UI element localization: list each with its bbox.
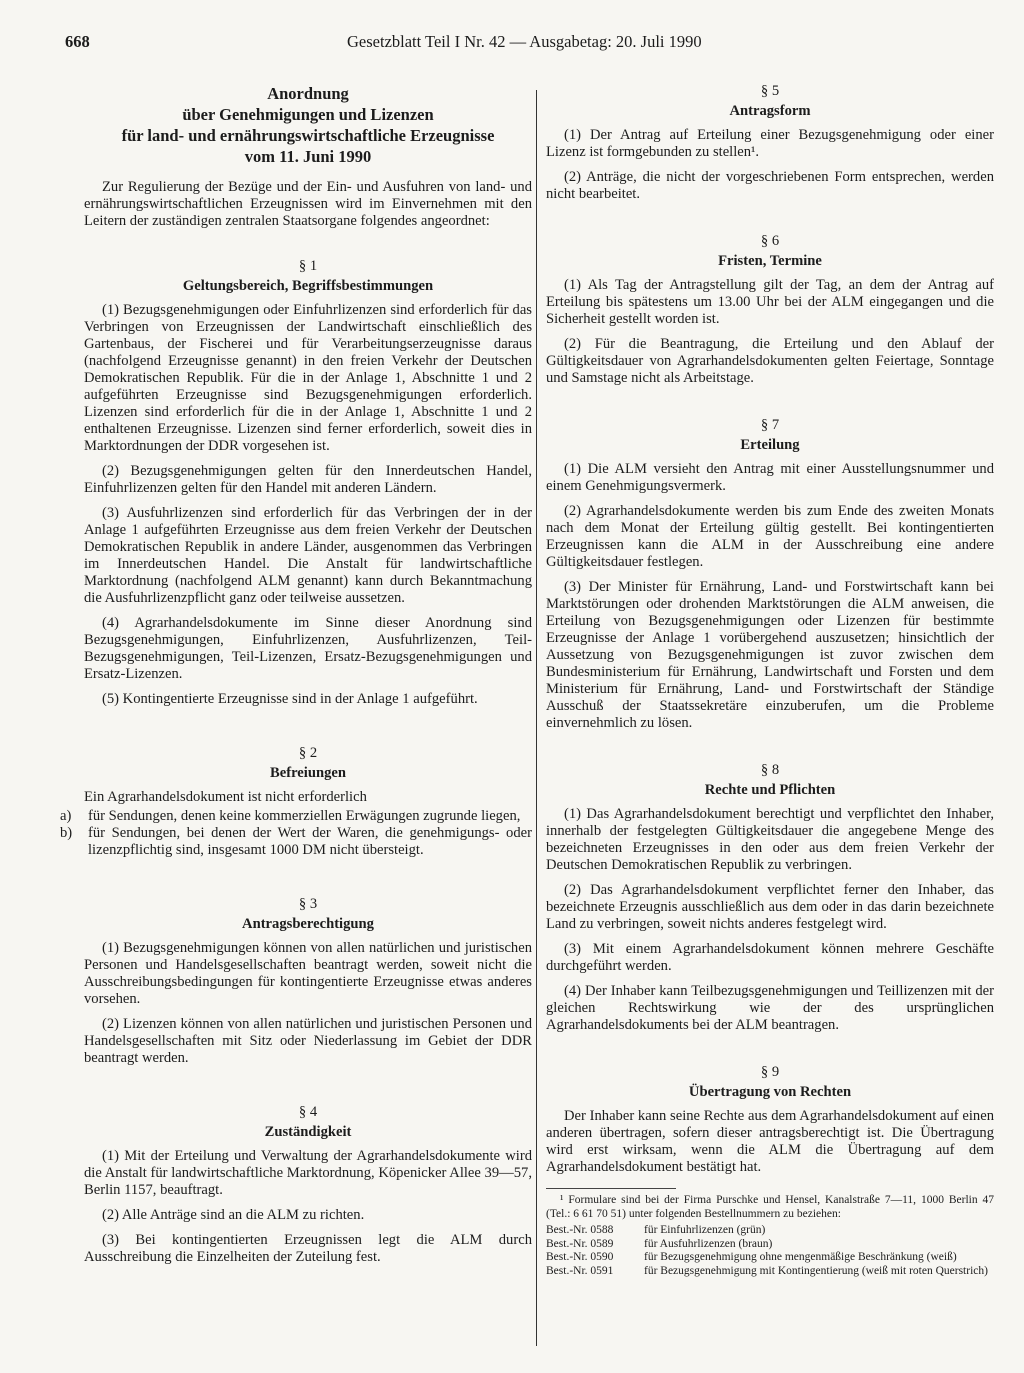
section-5-number: § 5 [760, 83, 780, 99]
section-2-heading: Befreiungen [270, 765, 346, 781]
order-row [546, 1224, 994, 1238]
section-8-heading: Rechte und Pflichten [704, 782, 836, 798]
section-1-para-1: (1) Bezugsgenehmigungen oder Einfuhrlizenzen sind erforderlich für das Verbringen von Erzeugnissen der Landwirtschaft einschließlich des Gartenbaus, der Fischerei und für Verarbeitungserzeugnisse daraus (nachfolgend Erzeugnisse genannt) in den freien Verkehr der Deutschen Demokratischen Republik. Für die in der Anlage 1, Abschnitte 1 und 2 aufgeführten Erzeugnisse sind Bezugsgenehmigungen erforderlich. Lizenzen sind erforderlich für die in der Anlage 1, Abschnitte 1 und 2 enthaltenen Erzeugnisse. Lizenzen sind ferner erforderlich, soweit dies in Marktordnungen der DDR vorgesehen ist. [84, 302, 532, 454]
order-description: für Ausfuhrlizenzen (braun) [644, 1237, 773, 1250]
section-4-heading: Zuständigkeit [264, 1124, 352, 1140]
list-marker-b: b) [60, 825, 73, 841]
footnote [546, 1194, 994, 1278]
section-2-list [60, 808, 532, 859]
list-item [60, 825, 532, 859]
footnote-rule [546, 1188, 676, 1189]
list-marker-a: a) [60, 808, 72, 824]
section-9-para-1: Der Inhaber kann seine Rechte aus dem Agrarhandelsdokument auf einen anderen übertragen, sofern dieser antragsberechtigt ist. Die Übertragung wird erst wirksam, wenn die ALM die Übertragung auf dem Agrarhandelsdokument bestätigt hat. [546, 1108, 994, 1175]
section-7-number: § 7 [760, 417, 780, 433]
section-1-para-5: (5) Kontingentierte Erzeugnisse sind in der Anlage 1 aufgeführt. [102, 691, 478, 707]
title-line-4: vom 11. Juni 1990 [244, 147, 372, 166]
section-8-para-1: (1) Das Agrarhandelsdokument berechtigt und verpflichtet den Inhaber, innerhalb der festgelegten Gültigkeitsdauer die angegebene Menge des bezeichneten Erzeugnisses in den oder aus dem freien Verkehr der Deutschen Demokratischen Republik zu verbringen. [546, 806, 994, 873]
section-8-para-2: (2) Das Agrarhandelsdokument verpflichtet ferner den Inhaber, das bezeichnete Erzeugnis ausschließlich aus dem oder in das darin bezeichnete Land zu verbringen, soweit nichts anderes festgelegt wird. [546, 882, 994, 932]
section-1-para-4: (4) Agrarhandelsdokumente im Sinne dieser Anordnung sind Bezugsgenehmigungen, Einfuhrlizenzen, Ausfuhrlizenzen, Teil-Bezugsgenehmigungen, Teil-Lizenzen, Ersatz-Bezugsgenehmigungen und Ersatz-Lizenzen. [84, 615, 532, 682]
section-7-para-2: (2) Agrarhandelsdokumente werden bis zum Ende des zweiten Monats nach dem Monat der Erteilung gültig gestellt. Bei kontingentierten Erzeugnissen kann die ALM in der Ausschreibung eine andere Gültigkeitsdauer festlegen. [546, 503, 994, 570]
section-2-number: § 2 [298, 745, 318, 761]
footnote-text: ¹ Formulare sind bei der Firma Purschke und Hensel, Kanalstraße 7—11, 1000 Berlin 47 (Tel.: 6 61 70 51) unter folgenden Bestellnummern zu beziehen: [546, 1194, 994, 1220]
section-6-para-1: (1) Als Tag der Antragstellung gilt der Tag, an dem der Antrag auf Erteilung bis spätestens um 13.00 Uhr bei der ALM eingegangen und die Sicherheit gestellt worden ist. [546, 277, 994, 327]
section-7-para-3: (3) Der Minister für Ernährung, Land- und Forstwirtschaft kann bei Marktstörungen oder drohenden Marktstörungen die ALM anweisen, die Erteilung von Bezugsgenehmigungen oder Lizenzen für bestimmte Erzeugnisse der Anlage 1 vorübergehend auszusetzen; hinsichtlich der Aussetzung von Bezugsgenehmigungen ist zuvor zwischen dem Bundesministerium für Ernährung, Landwirtschaft und Forsten und dem Ministerium für Ernährung, Land- und Forstwirtschaft der Ständige Ausschuß der Staatssekretäre einzuberufen, um die Probleme einvernehmlich zu lösen. [546, 579, 994, 731]
order-row [546, 1265, 994, 1279]
section-8-para-3: (3) Mit einem Agrarhandelsdokument können mehrere Geschäfte durchgeführt werden. [546, 941, 994, 974]
section-3-para-2: (2) Lizenzen können von allen natürlichen und juristischen Personen und Handelsgesellschaften mit Sitz oder Niederlassung im Gebiet der DDR beantragt werden. [84, 1016, 532, 1066]
section-4-para-3: (3) Bei kontingentierten Erzeugnissen legt die ALM durch Ausschreibung die Einzelheiten der Zuteilung fest. [84, 1232, 532, 1265]
section-4-para-1: (1) Mit der Erteilung und Verwaltung der Agrarhandelsdokumente wird die Anstalt für landwirtschaftliche Marktordnung, Köpenicker Allee 39—57, Berlin 1157, beauftragt. [84, 1148, 532, 1198]
section-3-heading: Antragsberechtigung [242, 916, 374, 932]
title-line-3: für land- und ernährungswirtschaftliche Erzeugnisse [121, 126, 495, 145]
section-5-heading: Antragsform [729, 103, 811, 119]
list-text-a: für Sendungen, denen keine kommerziellen Erwägungen zugrunde liegen, [88, 808, 521, 824]
order-code: Best.-Nr. 0589 [546, 1237, 614, 1250]
running-title: Gesetzblatt Teil I Nr. 42 — Ausgabetag: 20. Juli 1990 [347, 32, 702, 51]
order-description: für Bezugsgenehmigung ohne mengenmäßige Beschränkung (weiß) [644, 1251, 957, 1263]
title-line-1: Anordnung [267, 84, 349, 103]
section-9-heading: Übertragung von Rechten [688, 1084, 852, 1100]
order-description: für Einfuhrlizenzen (grün) [644, 1224, 766, 1236]
page-number: 668 [65, 32, 90, 51]
section-7-heading: Erteilung [740, 437, 800, 453]
document-title [84, 83, 532, 167]
title-line-2: über Genehmigungen und Lizenzen [182, 105, 434, 124]
order-code: Best.-Nr. 0590 [546, 1251, 614, 1263]
right-column [546, 83, 994, 1278]
order-row [546, 1251, 994, 1265]
section-6-number: § 6 [760, 233, 780, 249]
preamble: Zur Regulierung der Bezüge und der Ein- und Ausfuhren von land- und ernährungswirtschaftlichen Erzeugnissen wird im Einvernehmen mit den Leitern der zuständigen zentralen Staatsorgane folgendes angeordnet: [84, 179, 532, 229]
list-text-b: für Sendungen, bei denen der Wert der Waren, die genehmigungs- oder lizenzpflichtig sind, insgesamt 1000 DM nicht übersteigt. [88, 825, 532, 858]
section-1-para-3: (3) Ausfuhrlizenzen sind erforderlich für das Verbringen der in der Anlage 1 aufgeführten Erzeugnisse aus dem freien Verkehr der Deutschen Demokratischen Republik in andere Länder, ausgenommen das Verbringen im Innerdeutschen Handel. Die Anstalt für landwirtschaftliche Marktordnung (nachfolgend ALM genannt) kann durch Bekanntmachung die Ausfuhrlizenzpflicht ganz oder teilweise aussetzen. [84, 505, 532, 606]
order-row [546, 1238, 994, 1252]
section-1-heading: Geltungsbereich, Begriffsbestimmungen [182, 278, 434, 294]
section-9-number: § 9 [760, 1064, 780, 1080]
section-3-number: § 3 [298, 896, 318, 912]
section-7-para-1: (1) Die ALM versieht den Antrag mit einer Ausstellungsnummer und einem Genehmigungsvermerk. [546, 461, 994, 494]
left-column [60, 83, 532, 1274]
section-6-heading: Fristen, Termine [718, 253, 822, 269]
section-8-number: § 8 [760, 762, 780, 778]
order-code: Best.-Nr. 0588 [546, 1224, 614, 1236]
section-6-para-2: (2) Für die Beantragung, die Erteilung und den Ablauf der Gültigkeitsdauer von Agrarhandelsdokumenten gelten Feiertage, Sonntage und Samstage nicht als Arbeitstage. [546, 336, 994, 386]
section-4-para-2: (2) Alle Anträge sind an die ALM zu richten. [102, 1207, 365, 1223]
section-1-para-2: (2) Bezugsgenehmigungen gelten für den Innerdeutschen Handel, Einfuhrlizenzen gelten für den Handel mit anderen Ländern. [84, 463, 532, 496]
section-8-para-4: (4) Der Inhaber kann Teilbezugsgenehmigungen und Teillizenzen mit der gleichen Rechtswirkung wie der des ursprünglichen Agrarhandelsdokuments bei der ALM beantragen. [546, 983, 994, 1033]
section-1-number: § 1 [298, 258, 318, 274]
section-4-number: § 4 [298, 1104, 318, 1120]
order-code: Best.-Nr. 0591 [546, 1264, 614, 1277]
column-divider [536, 90, 537, 1346]
section-3-para-1: (1) Bezugsgenehmigungen können von allen natürlichen und juristischen Personen und Handelsgesellschaften beantragt werden, soweit nicht die Ausschreibungsbedingungen für kontingentierte Erzeugnisse etwas anderes vorsehen. [84, 940, 532, 1007]
list-item [60, 808, 532, 825]
section-5-para-2: (2) Anträge, die nicht der vorgeschriebenen Form entsprechen, werden nicht bearbeitet. [546, 169, 994, 202]
order-description: für Bezugsgenehmigung mit Kontingentierung (weiß mit roten Querstrich) [644, 1264, 988, 1277]
section-5-para-1: (1) Der Antrag auf Erteilung einer Bezugsgenehmigung oder einer Lizenz ist formgebunden zu stellen¹. [546, 127, 994, 160]
page-header [0, 32, 1024, 56]
section-2-intro: Ein Agrarhandelsdokument ist nicht erforderlich [84, 789, 367, 805]
